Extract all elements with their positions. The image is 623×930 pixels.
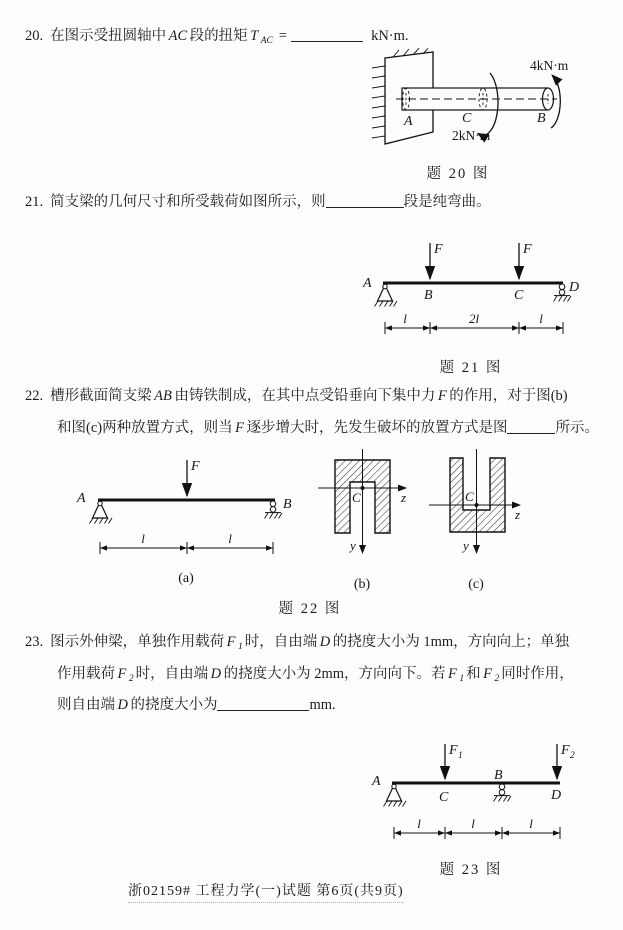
question-text: 的作用，对于图(b) <box>449 388 568 404</box>
centroid-dot <box>361 486 365 490</box>
pin-support-A <box>375 284 398 306</box>
force-sub-1: 1 <box>458 751 463 761</box>
question-text: 和 <box>466 666 481 682</box>
force-label: F <box>434 242 443 257</box>
torque-value-B: 4kN·m <box>530 58 569 73</box>
wall-hatch-left <box>372 66 385 138</box>
question-22-line1 <box>25 386 568 406</box>
dim-label-l: l <box>417 816 421 831</box>
math-var-F: F <box>117 666 127 682</box>
force-arrow-B <box>430 242 443 279</box>
page-footer: 浙02159# 工程力学(一)试题 第6页(共9页) <box>128 880 404 903</box>
question-text: 和图(c)两种放置方式，则当 <box>57 420 233 436</box>
beam-diagram-22a <box>65 450 310 590</box>
question-text: 段的扭矩 <box>189 28 248 44</box>
question-text: 图示外伸梁，单独作用载荷 <box>50 634 225 650</box>
roller-support-B <box>494 784 512 802</box>
question-text: 逐步增大时，先发生破坏的放置方式是图 <box>246 420 508 436</box>
question-number: 21. <box>25 194 44 210</box>
math-sub-2: 2 <box>494 674 500 684</box>
force-arrow-F <box>187 459 200 496</box>
question-text: 时，自由端 <box>244 634 318 650</box>
question-text: mm. <box>309 697 336 713</box>
channel-sections-diagram <box>315 448 537 596</box>
question-text: 的挠度大小为 1mm，方向向上；单独 <box>332 634 570 650</box>
answer-blank <box>507 420 555 434</box>
section-c <box>429 449 520 592</box>
label-B: B <box>494 768 503 783</box>
dim-label-2l: 2l <box>468 311 480 326</box>
question-22-line2 <box>57 418 599 438</box>
label-A: A <box>404 114 413 129</box>
dim-label-l: l <box>471 816 475 831</box>
dim-label-l: l <box>403 311 407 326</box>
question-text: 时，自由端 <box>135 666 209 682</box>
math-var-F: F <box>226 634 236 650</box>
section-b <box>318 449 406 592</box>
question-text: 槽形截面简支梁 <box>50 388 152 404</box>
channel-shape-opening-up <box>450 458 505 532</box>
math-var-D: D <box>210 666 222 682</box>
dimension-line <box>100 531 273 554</box>
answer-blank <box>291 28 363 42</box>
force-label-F: F <box>561 743 570 758</box>
label-y: y <box>350 538 356 553</box>
torque-value-C: 2kN·m <box>452 128 491 143</box>
pin-support-A <box>384 784 407 806</box>
math-var-D: D <box>319 634 331 650</box>
label-A: A <box>363 276 372 291</box>
math-sub-1: 1 <box>459 674 465 684</box>
dim-label-l: l <box>141 531 145 546</box>
question-text: 的挠度大小为 <box>130 697 218 713</box>
label-B: B <box>283 497 292 512</box>
figure-caption-23: 题 23 图 <box>439 862 503 878</box>
question-21-line <box>25 192 491 212</box>
label-z: z <box>515 507 521 522</box>
equals-sign: = <box>278 28 288 44</box>
math-var-F: F <box>483 666 492 682</box>
torsion-shaft-diagram <box>340 48 600 163</box>
unit-label: kN·m. <box>371 28 409 44</box>
figure-caption-20: 题 20 图 <box>426 166 490 182</box>
label-z: z <box>401 490 407 505</box>
math-var-AB: AB <box>154 388 172 404</box>
answer-blank <box>217 697 309 711</box>
dimension-line <box>394 816 560 839</box>
label-C: C <box>352 490 361 505</box>
centroid-dot <box>475 503 479 507</box>
math-sub-1: 1 <box>237 642 243 652</box>
question-number: 23. <box>25 634 44 650</box>
answer-blank <box>326 194 404 208</box>
label-C: C <box>514 288 524 303</box>
question-text: 在图示受扭圆轴中 <box>50 28 167 44</box>
pin-support-A <box>90 501 113 523</box>
question-text: 简支梁的几何尺寸和所受载荷如图所示，则 <box>50 194 326 210</box>
label-A: A <box>372 774 381 789</box>
dim-label-l: l <box>228 531 232 546</box>
question-23-line3 <box>57 695 336 715</box>
question-text: 则自由端 <box>57 697 115 713</box>
force-label-F: F <box>449 743 458 758</box>
force-label: F <box>523 242 532 257</box>
label-y: y <box>463 538 469 553</box>
dimension-line <box>385 311 563 334</box>
math-var-F: F <box>235 420 244 436</box>
label-C: C <box>439 790 449 805</box>
force-sub-2: 2 <box>570 751 575 761</box>
figure-caption-21: 题 21 图 <box>439 360 503 376</box>
subfigure-tag-b: (b) <box>353 577 371 592</box>
dim-label-l: l <box>539 311 543 326</box>
math-var-D: D <box>117 697 128 713</box>
question-text: 的挠度大小为 2mm，方向向下。若 <box>223 666 446 682</box>
math-sub-AC: AC <box>260 36 273 46</box>
beam-diagram-21 <box>335 235 620 360</box>
subfigure-tag-a: (a) <box>178 571 194 586</box>
label-C: C <box>465 489 474 504</box>
question-number: 22. <box>25 388 44 404</box>
question-text: 段是纯弯曲。 <box>403 194 491 210</box>
question-text: 所示。 <box>555 420 599 436</box>
label-B: B <box>537 111 546 126</box>
math-sub-2: 2 <box>128 674 134 684</box>
question-text: 作用载荷 <box>57 666 115 682</box>
force-arrow-F2 <box>557 743 575 779</box>
math-var-T: T <box>250 28 259 44</box>
math-var-F: F <box>437 388 447 404</box>
label-B: B <box>424 288 433 303</box>
question-number: 20. <box>25 28 44 44</box>
dim-label-l: l <box>529 816 533 831</box>
roller-support-B <box>265 501 283 519</box>
force-arrow-C <box>519 242 532 279</box>
label-C: C <box>462 111 472 126</box>
force-arrow-F1 <box>445 743 463 779</box>
shaft <box>396 88 557 110</box>
math-var-F: F <box>448 666 457 682</box>
question-23-line1 <box>25 632 569 657</box>
question-text: 由铸铁制成，在其中点受铅垂向下集中力 <box>174 388 436 404</box>
question-23-line2 <box>57 664 574 689</box>
math-var-AC: AC <box>168 28 188 44</box>
label-D: D <box>569 280 580 295</box>
question-text: 同时作用， <box>501 666 574 682</box>
subfigure-tag-c: (c) <box>468 577 484 592</box>
label-D: D <box>551 788 562 803</box>
force-label: F <box>191 459 200 474</box>
label-A: A <box>77 491 86 506</box>
figure-caption-22: 题 22 图 <box>278 601 342 617</box>
beam-diagram-23 <box>335 728 620 856</box>
